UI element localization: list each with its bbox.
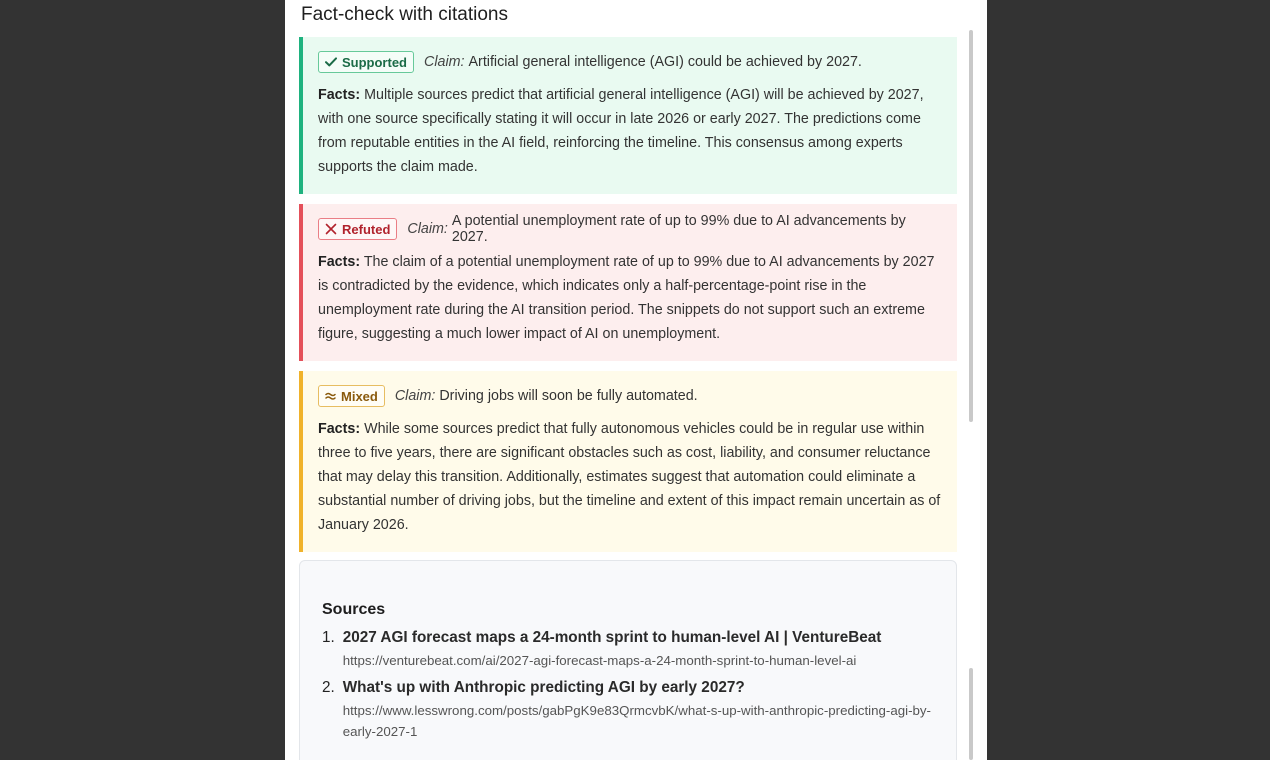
sources-panel [299,560,957,760]
source-item [322,677,934,742]
badge-label: Mixed [341,388,378,404]
facts-text: The claim of a potential unemployment rate of up to 99% due to AI advancements by 2027 is contradicted by the evidence, which indicates only a half-percentage-point rise in the unemployment rate during the AI transition period. The snippets do not support such an extreme figure, suggesting a much lower impact of AI on unemployment. [318,254,935,342]
claims-scrollbar[interactable] [969,30,973,422]
claim-prefix: Claim: [424,54,465,70]
source-title-link[interactable]: What's up with Anthropic predicting AGI by early 2027? [342,679,745,696]
fact-check-panel [285,0,987,760]
sources-title: Sources [322,601,386,618]
sources-scrollbar[interactable] [969,668,973,760]
source-body [343,627,934,671]
facts-label: Facts: [318,87,361,103]
claim-card-supported [299,37,957,194]
status-badge-refuted [318,218,397,240]
claim-prefix: Claim: [394,388,436,404]
page-title: Fact-check with citations [301,4,508,25]
badge-label: Supported [342,54,407,70]
facts-paragraph [318,83,941,179]
facts-paragraph [318,417,941,537]
source-body [343,677,934,742]
status-badge-supported [318,51,414,73]
source-url: https://venturebeat.com/ai/2027-agi-forecast-maps-a-24-month-sprint-to-human-level-ai [342,653,857,668]
claim-line [318,51,941,73]
claim-text: Artificial general intelligence (AGI) could be achieved by 2027. [468,54,862,70]
facts-label: Facts: [318,421,361,437]
x-icon [325,223,337,235]
claim-line [318,385,941,407]
facts-text: Multiple sources predict that artificial general intelligence (AGI) will be achieved by 2027, with one source specifically stating it will occur in late 2026 or early 2027. The predictions come from reputable entities in the AI field, reinforcing the timeline. This consensus among experts supports the claim made. [318,87,924,175]
source-title-link[interactable]: 2027 AGI forecast maps a 24-month sprint to human-level AI | VentureBeat [342,629,882,646]
claim-text: Driving jobs will soon be fully automated. [439,388,698,404]
claim-prefix: Claim: [407,221,448,237]
claim-card-mixed [299,371,957,552]
source-number: 1. [322,629,335,646]
status-badge-mixed [318,385,385,407]
badge-label: Refuted [342,221,391,237]
source-number: 2. [322,679,335,696]
claim-line [318,213,941,245]
source-url: https://www.lesswrong.com/posts/gabPgK9e83QrmcvbK/what-s-up-with-anthropic-predicting-agi-by-early-2027-1 [342,703,931,739]
facts-text: While some sources predict that fully autonomous vehicles could be in regular use within three to five years, there are significant obstacles such as cost, liability, and consumer reluctance that may delay this transition. Additionally, estimates suggest that automation could eliminate a substantial number of driving jobs, but the timeline and extent of this impact remain uncertain as of January 2026. [318,421,941,533]
facts-paragraph [318,250,941,346]
claim-text: A potential unemployment rate of up to 99% due to AI advancements by 2027. [451,213,906,245]
source-item [322,627,934,671]
facts-label: Facts: [318,254,361,270]
claim-card-refuted [299,204,957,361]
check-icon [325,57,337,67]
approx-icon [325,391,336,401]
